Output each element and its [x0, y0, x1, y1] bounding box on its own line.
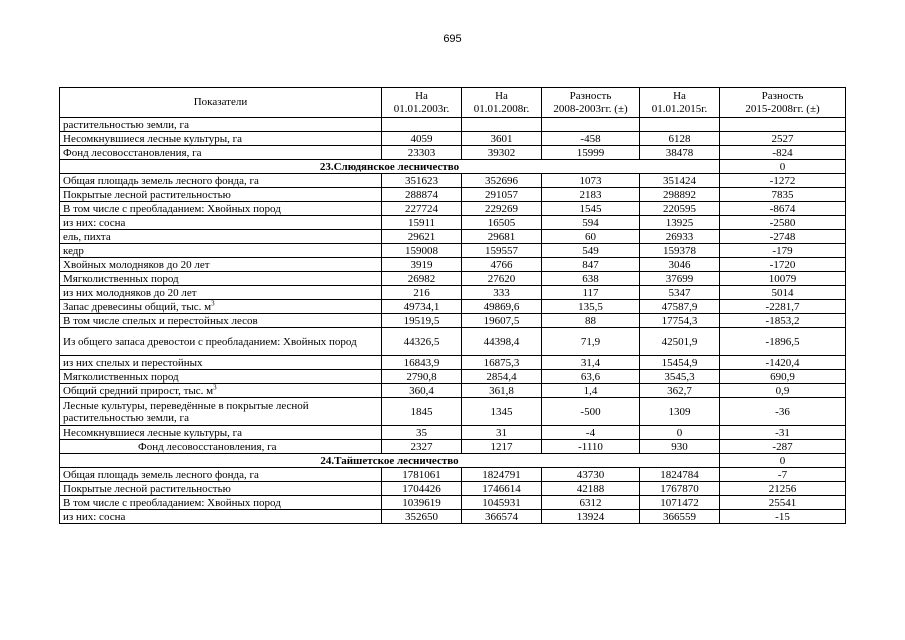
- section-value: 0: [720, 454, 846, 468]
- value-cell: 220595: [640, 202, 720, 216]
- row-label: В том числе с преобладанием: Хвойных пород: [60, 202, 382, 216]
- value-cell: 17754,3: [640, 314, 720, 328]
- value-cell: 39302: [462, 146, 542, 160]
- value-cell: 2327: [382, 440, 462, 454]
- value-cell: [462, 118, 542, 132]
- value-cell: 930: [640, 440, 720, 454]
- value-cell: 229269: [462, 202, 542, 216]
- value-cell: 21256: [720, 482, 846, 496]
- value-cell: 6312: [542, 496, 640, 510]
- value-cell: 159008: [382, 244, 462, 258]
- value-cell: 26933: [640, 230, 720, 244]
- value-cell: 352650: [382, 510, 462, 524]
- value-cell: 298892: [640, 188, 720, 202]
- row-label: Общий средний прирост, тыс. $м^3$: [60, 384, 382, 398]
- row-label: Покрытые лесной растительностью: [60, 188, 382, 202]
- table-row: [60, 426, 846, 440]
- value-cell: 1309: [640, 398, 720, 426]
- row-label: из них молодняков до 20 лет: [60, 286, 382, 300]
- value-cell: -1896,5: [720, 328, 846, 356]
- row-label: из них спелых и перестойных: [60, 356, 382, 370]
- value-cell: -1110: [542, 440, 640, 454]
- table-row: [60, 216, 846, 230]
- value-cell: 4059: [382, 132, 462, 146]
- value-cell: 10079: [720, 272, 846, 286]
- table-row: [60, 356, 846, 370]
- section-header-row: [60, 160, 846, 174]
- section-title: 24.Тайшетское лесничество: [60, 454, 720, 468]
- value-cell: 44398,4: [462, 328, 542, 356]
- value-cell: 26982: [382, 272, 462, 286]
- value-cell: 60: [542, 230, 640, 244]
- row-label: В том числе с преобладанием: Хвойных пород: [60, 496, 382, 510]
- value-cell: 37699: [640, 272, 720, 286]
- row-label: Несомкнувшиеся лесные культуры, га: [60, 132, 382, 146]
- forest-fund-table: [59, 87, 846, 524]
- value-cell: 19607,5: [462, 314, 542, 328]
- value-cell: [720, 118, 846, 132]
- value-cell: 216: [382, 286, 462, 300]
- value-cell: 35: [382, 426, 462, 440]
- value-cell: 227724: [382, 202, 462, 216]
- row-label: Мягколиственных пород: [60, 370, 382, 384]
- section-value: 0: [720, 160, 846, 174]
- value-cell: 27620: [462, 272, 542, 286]
- table-row: [60, 174, 846, 188]
- value-cell: 1217: [462, 440, 542, 454]
- row-label: растительностью земли, га: [60, 118, 382, 132]
- value-cell: 690,9: [720, 370, 846, 384]
- value-cell: 16505: [462, 216, 542, 230]
- value-cell: 594: [542, 216, 640, 230]
- value-cell: 352696: [462, 174, 542, 188]
- table-row: [60, 440, 846, 454]
- value-cell: 25541: [720, 496, 846, 510]
- value-cell: 5014: [720, 286, 846, 300]
- value-cell: 117: [542, 286, 640, 300]
- value-cell: 4766: [462, 258, 542, 272]
- value-cell: 16875,3: [462, 356, 542, 370]
- row-label: Запас древесины общий, тыс. $м^3$: [60, 300, 382, 314]
- value-cell: 360,4: [382, 384, 462, 398]
- value-cell: 1824791: [462, 468, 542, 482]
- value-cell: 366559: [640, 510, 720, 524]
- row-label: кедр: [60, 244, 382, 258]
- value-cell: -287: [720, 440, 846, 454]
- value-cell: 3046: [640, 258, 720, 272]
- table-row: [60, 146, 846, 160]
- value-cell: 351623: [382, 174, 462, 188]
- value-cell: 1073: [542, 174, 640, 188]
- table-row: [60, 188, 846, 202]
- row-label: ель, пихта: [60, 230, 382, 244]
- value-cell: -824: [720, 146, 846, 160]
- value-cell: 1824784: [640, 468, 720, 482]
- section-header-row: [60, 454, 846, 468]
- value-cell: 13925: [640, 216, 720, 230]
- value-cell: 31: [462, 426, 542, 440]
- row-label: Мягколиственных пород: [60, 272, 382, 286]
- table-row: [60, 272, 846, 286]
- value-cell: 159378: [640, 244, 720, 258]
- value-cell: 31,4: [542, 356, 640, 370]
- value-cell: 42188: [542, 482, 640, 496]
- table-row: [60, 118, 846, 132]
- table-row: [60, 384, 846, 398]
- value-cell: -1720: [720, 258, 846, 272]
- table-row: [60, 468, 846, 482]
- table-row: [60, 496, 846, 510]
- value-cell: 333: [462, 286, 542, 300]
- value-cell: 47587,9: [640, 300, 720, 314]
- value-cell: 1,4: [542, 384, 640, 398]
- value-cell: -36: [720, 398, 846, 426]
- header-indicator: Показатели: [60, 88, 382, 118]
- value-cell: 15454,9: [640, 356, 720, 370]
- value-cell: 3919: [382, 258, 462, 272]
- value-cell: 366574: [462, 510, 542, 524]
- value-cell: 1045931: [462, 496, 542, 510]
- table-row: [60, 300, 846, 314]
- value-cell: 19519,5: [382, 314, 462, 328]
- value-cell: 847: [542, 258, 640, 272]
- table-row: [60, 286, 846, 300]
- value-cell: 0,9: [720, 384, 846, 398]
- value-cell: 23303: [382, 146, 462, 160]
- value-cell: 135,5: [542, 300, 640, 314]
- value-cell: 43730: [542, 468, 640, 482]
- value-cell: 351424: [640, 174, 720, 188]
- value-cell: 13924: [542, 510, 640, 524]
- value-cell: 361,8: [462, 384, 542, 398]
- row-label: Покрытые лесной растительностью: [60, 482, 382, 496]
- table-row: [60, 510, 846, 524]
- value-cell: 362,7: [640, 384, 720, 398]
- row-label: Несомкнувшиеся лесные культуры, га: [60, 426, 382, 440]
- value-cell: 1345: [462, 398, 542, 426]
- value-cell: 159557: [462, 244, 542, 258]
- value-cell: 38478: [640, 146, 720, 160]
- table-row: [60, 202, 846, 216]
- value-cell: 1071472: [640, 496, 720, 510]
- value-cell: 3545,3: [640, 370, 720, 384]
- value-cell: -7: [720, 468, 846, 482]
- table-row: [60, 258, 846, 272]
- value-cell: -4: [542, 426, 640, 440]
- table-row: [60, 328, 846, 356]
- row-label: Лесные культуры, переведённые в покрытые лесной растительностью земли, га: [60, 398, 382, 426]
- value-cell: 49869,6: [462, 300, 542, 314]
- value-cell: -500: [542, 398, 640, 426]
- value-cell: 1767870: [640, 482, 720, 496]
- row-label: из них: сосна: [60, 510, 382, 524]
- row-label: Фонд лесовосстановления, га: [60, 440, 382, 454]
- value-cell: -2281,7: [720, 300, 846, 314]
- row-label: из них: сосна: [60, 216, 382, 230]
- table-row: [60, 482, 846, 496]
- row-label: Хвойных молодняков до 20 лет: [60, 258, 382, 272]
- table-row: [60, 132, 846, 146]
- value-cell: 291057: [462, 188, 542, 202]
- value-cell: -2580: [720, 216, 846, 230]
- table-row: [60, 398, 846, 426]
- header-col-2003: На 01.01.2003г.: [382, 88, 462, 118]
- value-cell: -31: [720, 426, 846, 440]
- value-cell: 7835: [720, 188, 846, 202]
- value-cell: 15911: [382, 216, 462, 230]
- value-cell: 29681: [462, 230, 542, 244]
- value-cell: 88: [542, 314, 640, 328]
- value-cell: -15: [720, 510, 846, 524]
- header-col-diff-2015-2008: Разность 2015-2008гг. (±): [720, 88, 846, 118]
- row-label: Общая площадь земель лесного фонда, га: [60, 468, 382, 482]
- table-row: [60, 314, 846, 328]
- value-cell: 1039619: [382, 496, 462, 510]
- page-number: 695: [443, 33, 462, 45]
- value-cell: -179: [720, 244, 846, 258]
- value-cell: 1704426: [382, 482, 462, 496]
- value-cell: 29621: [382, 230, 462, 244]
- table-row: [60, 244, 846, 258]
- value-cell: 63,6: [542, 370, 640, 384]
- value-cell: 49734,1: [382, 300, 462, 314]
- table-body: [60, 118, 846, 524]
- header-col-2008: На 01.01.2008г.: [462, 88, 542, 118]
- value-cell: 2527: [720, 132, 846, 146]
- value-cell: 1781061: [382, 468, 462, 482]
- header-col-2015: На 01.01.2015г.: [640, 88, 720, 118]
- value-cell: 2854,4: [462, 370, 542, 384]
- value-cell: 2183: [542, 188, 640, 202]
- value-cell: 1845: [382, 398, 462, 426]
- value-cell: [542, 118, 640, 132]
- table-header: [60, 88, 846, 118]
- value-cell: 71,9: [542, 328, 640, 356]
- table-row: [60, 230, 846, 244]
- value-cell: [382, 118, 462, 132]
- value-cell: 1545: [542, 202, 640, 216]
- value-cell: 0: [640, 426, 720, 440]
- value-cell: -458: [542, 132, 640, 146]
- value-cell: [640, 118, 720, 132]
- row-label: Фонд лесовосстановления, га: [60, 146, 382, 160]
- value-cell: 3601: [462, 132, 542, 146]
- section-title: 23.Слюдянское лесничество: [60, 160, 720, 174]
- row-label: Общая площадь земель лесного фонда, га: [60, 174, 382, 188]
- value-cell: -1420,4: [720, 356, 846, 370]
- value-cell: -1272: [720, 174, 846, 188]
- value-cell: -8674: [720, 202, 846, 216]
- value-cell: 5347: [640, 286, 720, 300]
- value-cell: 42501,9: [640, 328, 720, 356]
- value-cell: 15999: [542, 146, 640, 160]
- row-label: В том числе спелых и перестойных лесов: [60, 314, 382, 328]
- row-label: Из общего запаса древостои с преобладанием: Хвойных пород: [60, 328, 382, 356]
- value-cell: -2748: [720, 230, 846, 244]
- table-row: [60, 370, 846, 384]
- value-cell: 549: [542, 244, 640, 258]
- value-cell: 638: [542, 272, 640, 286]
- value-cell: 44326,5: [382, 328, 462, 356]
- value-cell: 1746614: [462, 482, 542, 496]
- value-cell: -1853,2: [720, 314, 846, 328]
- value-cell: 16843,9: [382, 356, 462, 370]
- value-cell: 2790,8: [382, 370, 462, 384]
- value-cell: 6128: [640, 132, 720, 146]
- value-cell: 288874: [382, 188, 462, 202]
- header-col-diff-2008-2003: Разность 2008-2003гг. (±): [542, 88, 640, 118]
